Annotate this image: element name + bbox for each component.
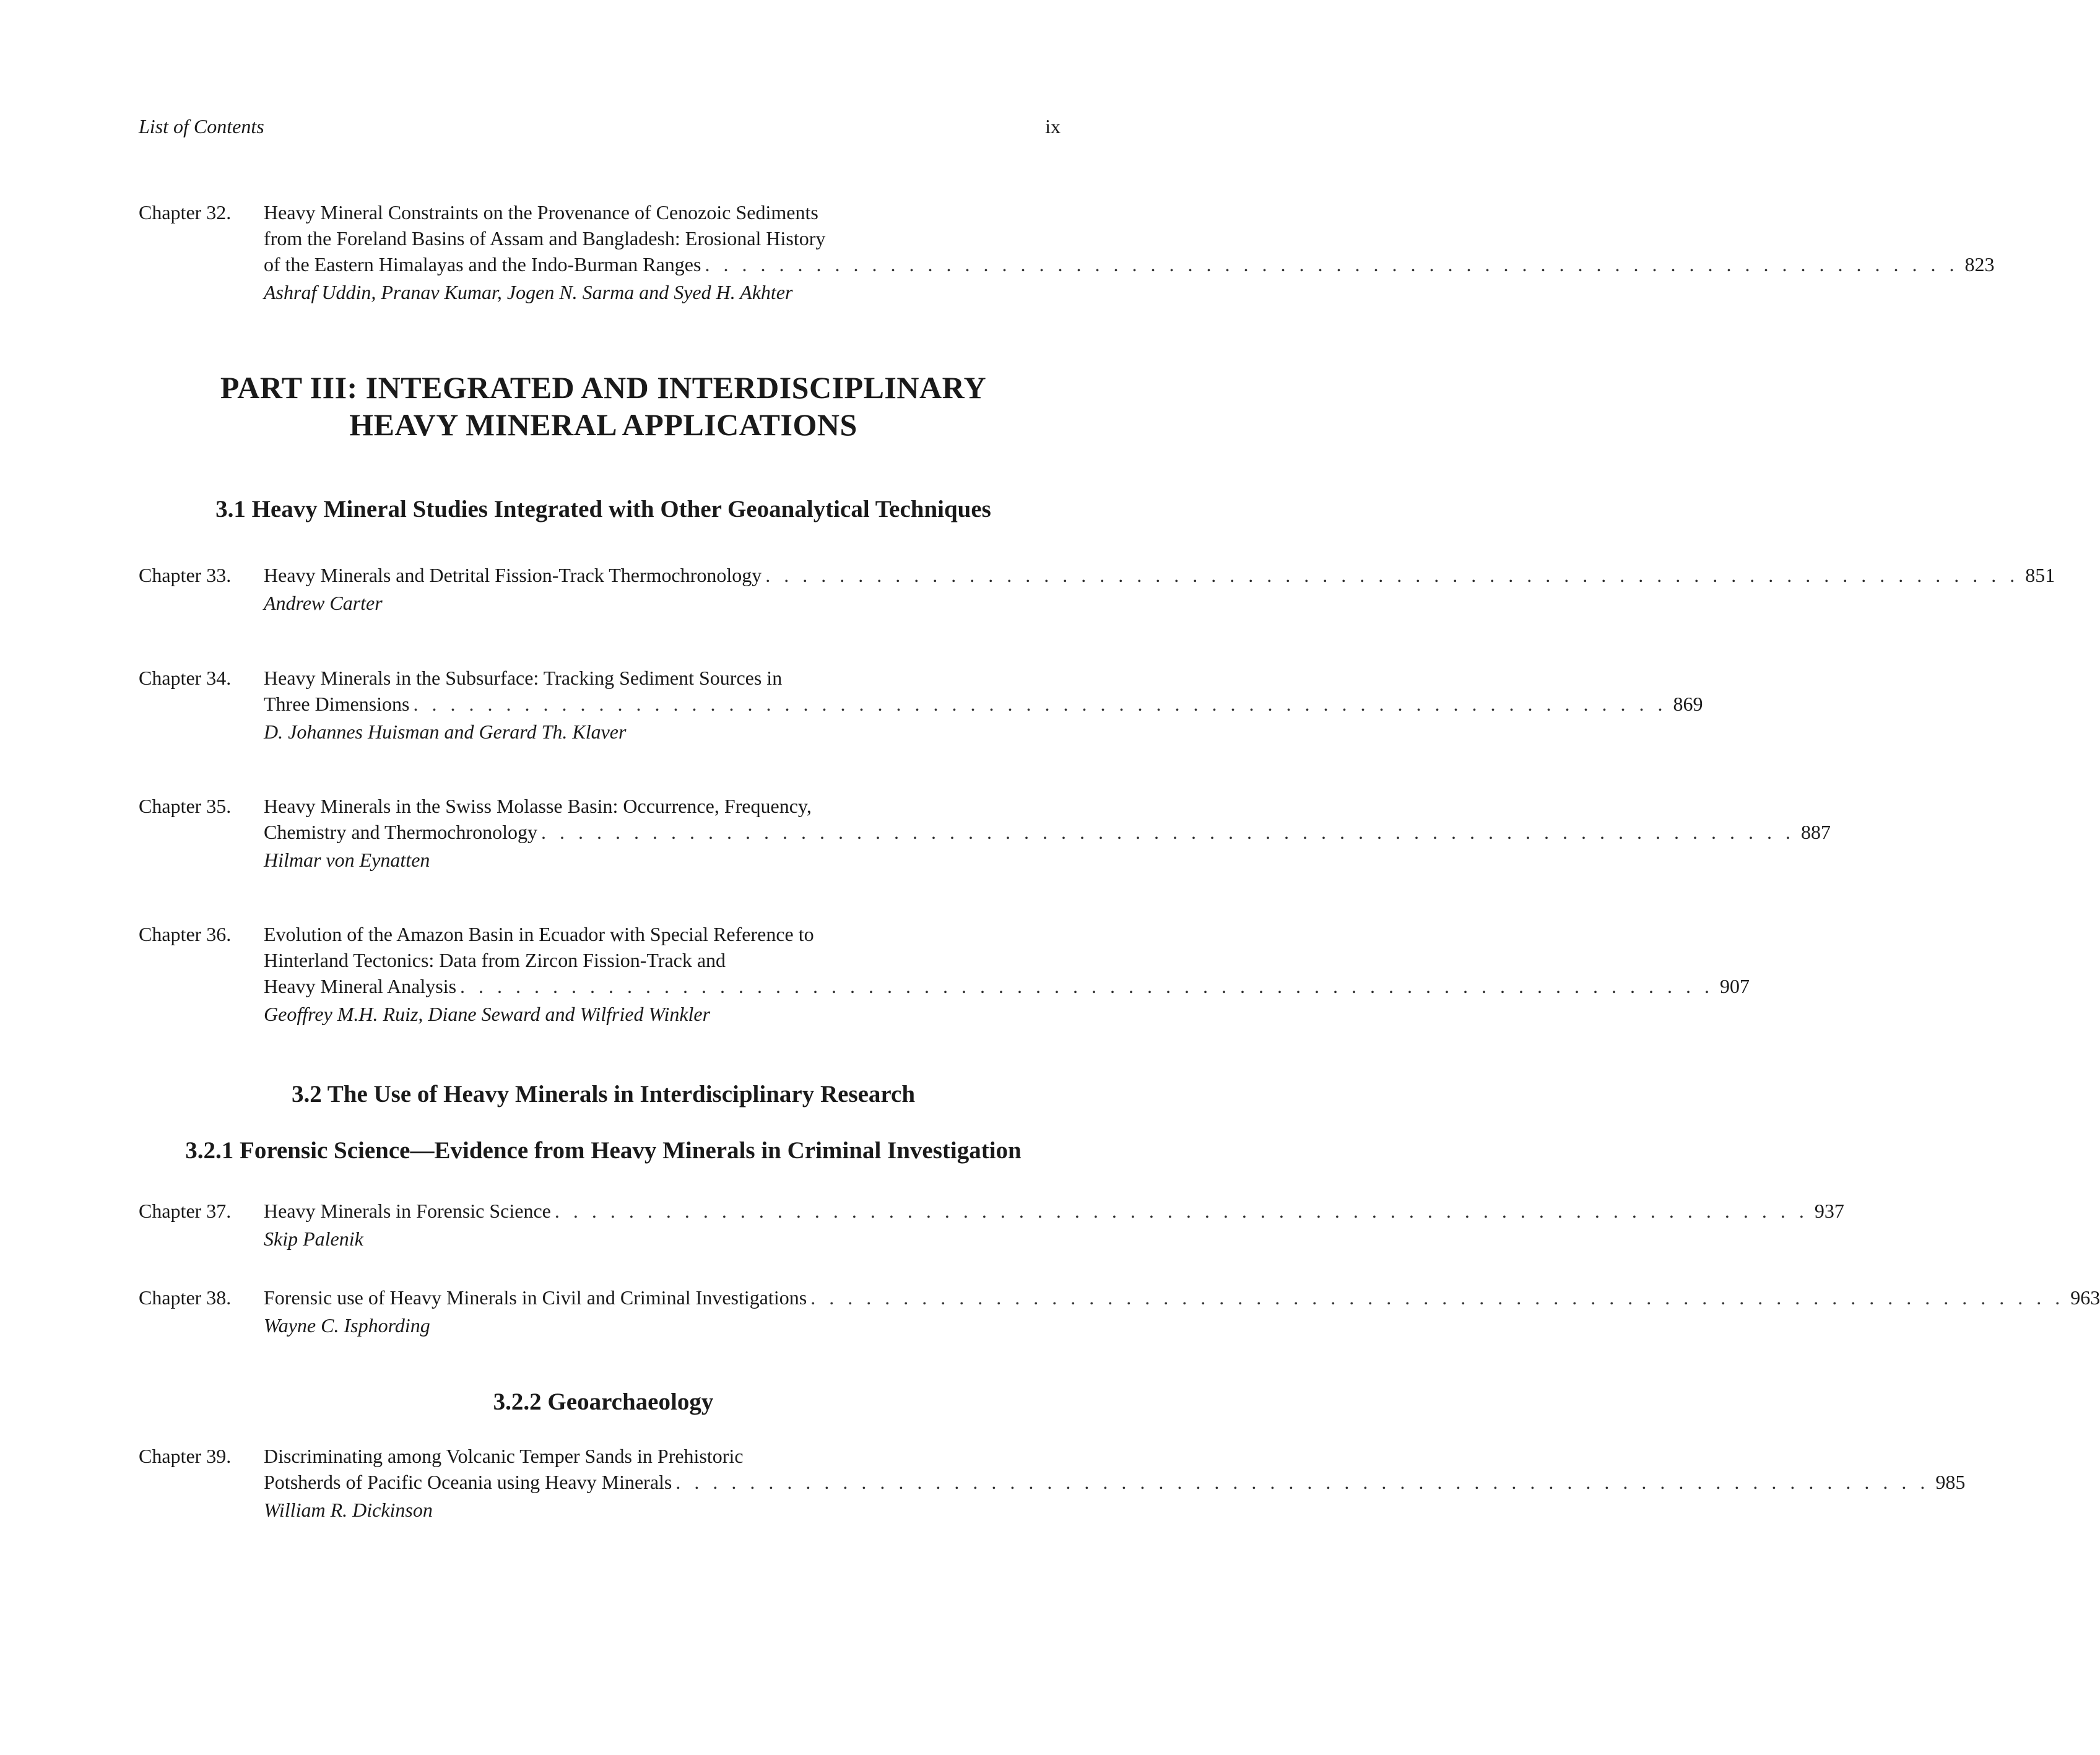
chapter-number: Chapter 36. <box>139 923 232 945</box>
chapter-number: Chapter 35. <box>139 795 232 817</box>
page-ref[interactable]: 937 <box>1814 1200 1844 1222</box>
dot-leader: . . . . . . . . . . . . . . . . . . . . . . . . . . . . . . . . . . . . . . . . . . . . . . . . . . . . . . . . . . . . . . . . . . . . <box>765 564 2020 586</box>
chapter-number: Chapter 38. <box>139 1286 232 1309</box>
chapter-title-line: Potsherds of Pacific Oceania using Heavy Minerals <box>264 1471 672 1493</box>
chapter-authors: Skip Palenik <box>264 1228 363 1250</box>
dot-leader: . . . . . . . . . . . . . . . . . . . . . . . . . . . . . . . . . . . . . . . . . . . . . . . . . . . . . . . . . . . . . . . . . . . . <box>541 821 1795 843</box>
part-heading-line-1: PART III: INTEGRATED AND INTERDISCIPLINARY <box>220 370 987 405</box>
chapter-authors: Andrew Carter <box>264 592 383 614</box>
chapter-title-line: Heavy Mineral Constraints on the Provenance of Cenozoic Sediments <box>264 201 818 223</box>
chapter-authors: D. Johannes Huisman and Gerard Th. Klaver <box>264 721 627 743</box>
dot-leader: . . . . . . . . . . . . . . . . . . . . . . . . . . . . . . . . . . . . . . . . . . . . . . . . . . . . . . . . . . . . . . . . . . . . <box>675 1471 1930 1493</box>
page-ref[interactable]: 887 <box>1801 821 1831 843</box>
page-ref[interactable]: 869 <box>1673 693 1703 715</box>
page-ref[interactable]: 907 <box>1720 975 1750 997</box>
chapter-authors: Wayne C. Isphording <box>264 1314 430 1337</box>
dot-leader: . . . . . . . . . . . . . . . . . . . . . . . . . . . . . . . . . . . . . . . . . . . . . . . . . . . . . . . . . . . . . . . . . . . . <box>554 1200 1808 1222</box>
chapter-number: Chapter 33. <box>139 564 232 586</box>
chapter-title-line: Heavy Minerals in the Swiss Molasse Basin: Occurrence, Frequency, <box>264 795 812 817</box>
section-heading-3-2: 3.2 The Use of Heavy Minerals in Interdisciplinary Research <box>291 1081 916 1107</box>
page-number: ix <box>1045 115 1061 137</box>
chapter-title-line: Heavy Minerals in the Subsurface: Tracking Sediment Sources in <box>264 667 783 689</box>
chapter-title-line: Discriminating among Volcanic Temper Sands in Prehistoric <box>264 1445 744 1467</box>
page-ref[interactable]: 851 <box>2025 564 2055 586</box>
chapter-number: Chapter 37. <box>139 1200 232 1222</box>
dot-leader: . . . . . . . . . . . . . . . . . . . . . . . . . . . . . . . . . . . . . . . . . . . . . . . . . . . . . . . . . . . . . . . . . . . . <box>460 975 1714 997</box>
chapter-number: Chapter 32. <box>139 201 232 223</box>
chapter-title-line: Three Dimensions <box>264 693 410 715</box>
chapter-title-line: Heavy Minerals and Detrital Fission-Track Thermochronology <box>264 564 762 586</box>
section-heading-3-1: 3.1 Heavy Mineral Studies Integrated with Other Geoanalytical Techniques <box>215 496 991 522</box>
chapter-authors: William R. Dickinson <box>264 1499 433 1521</box>
running-title: List of Contents <box>139 115 264 137</box>
chapter-title-line: from the Foreland Basins of Assam and Bangladesh: Erosional History <box>264 227 826 249</box>
chapter-title-line: Heavy Mineral Analysis <box>264 975 457 997</box>
chapter-authors: Ashraf Uddin, Pranav Kumar, Jogen N. Sarma and Syed H. Akhter <box>264 281 793 303</box>
page-ref[interactable]: 985 <box>1935 1471 1966 1493</box>
chapter-title-line: Evolution of the Amazon Basin in Ecuador with Special Reference to <box>264 923 814 945</box>
page-ref[interactable]: 823 <box>1964 253 1995 275</box>
chapter-title-line: of the Eastern Himalayas and the Indo-Burman Ranges <box>264 253 701 275</box>
chapter-title-line: Heavy Minerals in Forensic Science <box>264 1200 551 1222</box>
dot-leader: . . . . . . . . . . . . . . . . . . . . . . . . . . . . . . . . . . . . . . . . . . . . . . . . . . . . . . . . . . . . . . . . . . . . <box>810 1286 2065 1309</box>
chapter-authors: Hilmar von Eynatten <box>264 849 430 871</box>
chapter-title-line: Forensic use of Heavy Minerals in Civil and Criminal Investigations <box>264 1286 807 1309</box>
chapter-authors: Geoffrey M.H. Ruiz, Diane Seward and Wilfried Winkler <box>264 1003 711 1025</box>
section-heading-3-2-1: 3.2.1 Forensic Science—Evidence from Heavy Minerals in Criminal Investigation <box>185 1137 1022 1164</box>
dot-leader: . . . . . . . . . . . . . . . . . . . . . . . . . . . . . . . . . . . . . . . . . . . . . . . . . . . . . . . . . . . . . . . . . . . . <box>705 253 1959 275</box>
dot-leader: . . . . . . . . . . . . . . . . . . . . . . . . . . . . . . . . . . . . . . . . . . . . . . . . . . . . . . . . . . . . . . . . . . . . <box>413 693 1667 715</box>
chapter-title-line: Chemistry and Thermochronology <box>264 821 537 843</box>
page-ref[interactable]: 963 <box>2070 1286 2100 1309</box>
section-heading-3-2-2: 3.2.2 Geoarchaeology <box>493 1389 714 1415</box>
chapter-number: Chapter 39. <box>139 1445 232 1467</box>
part-heading-line-2: HEAVY MINERAL APPLICATIONS <box>349 407 857 442</box>
chapter-number: Chapter 34. <box>139 667 232 689</box>
chapter-title-line: Hinterland Tectonics: Data from Zircon Fission-Track and <box>264 949 726 971</box>
